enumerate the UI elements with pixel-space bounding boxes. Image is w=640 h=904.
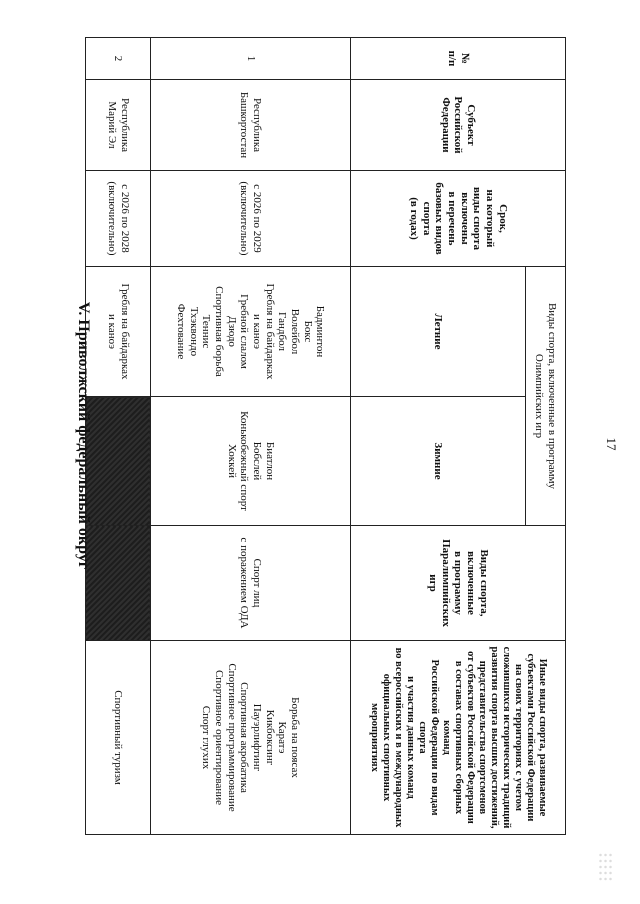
table-row: [86, 38, 151, 835]
row-subject: Республика Башкортостан: [150, 80, 350, 171]
row-winter-sports: Биатлон Бобслей Конькобежный спорт Хоккей: [150, 397, 350, 526]
table-header-row: [525, 38, 565, 835]
row-num: 2: [86, 38, 151, 80]
section-title: V. Приволжский федеральный округ: [75, 301, 92, 570]
table-row: [150, 38, 350, 835]
row-term: с 2026 по 2029 (включительно): [150, 171, 350, 267]
row-subject: Республика Марий Эл: [86, 80, 151, 171]
row-other-sports: Борьба на поясах Каратэ Кикбоксинг Пауэрлифтинг Спортивная акробатика Спортивное программирование Спортивное ориентирование Спорт глухих: [150, 641, 350, 835]
redacted-cell: [86, 526, 151, 641]
row-term: с 2026 по 2028 (включительно): [86, 171, 151, 267]
scan-artifact: [598, 852, 612, 882]
row-num: 1: [150, 38, 350, 80]
rotated-page-content: [75, 37, 566, 834]
sports-table: [85, 37, 566, 835]
header-paralympic: Виды спорта, включенные в программу Паралимпийских игр: [350, 526, 565, 641]
header-winter: Зимние: [350, 397, 525, 526]
header-other: Иные виды спорта, развиваемые субъектами Российской Федерации на своих территориях с учетом сложившихся исторических традиций развития спорта высших достижений, представительства спортсменов от субъектов Российской Федерации в составах спортивных сборных команд Российской Федерации по видам спорта и участия данных команд во всероссийских и в международных официальных спортивных мероприятиях: [350, 641, 565, 835]
header-summer: Летние: [350, 267, 525, 397]
header-subject: Субъект Российской Федерации: [350, 80, 565, 171]
header-term: Срок, на который виды спорта включены в перечень базовых видов спорта (в годах): [350, 171, 565, 267]
row-paralympic-sports: Спорт лиц с поражением ОДА: [150, 526, 350, 641]
redacted-cell: [86, 397, 151, 526]
page-number: 17: [604, 437, 619, 451]
row-summer-sports: Бадминтон Бокс Волейбол Гандбол Гребля на байдарках и каноэ Гребной слалом Дзюдо Спортивная борьба Теннис Тхэквондо Фехтование: [150, 267, 350, 397]
header-olympic: Виды спорта, включенные в программу Олимпийских игр: [525, 267, 565, 526]
header-num: № п/п: [350, 38, 565, 80]
row-summer-sports: Гребля на байдарках и каноэ: [86, 267, 151, 397]
row-other-sports: Спортивный туризм: [86, 641, 151, 835]
